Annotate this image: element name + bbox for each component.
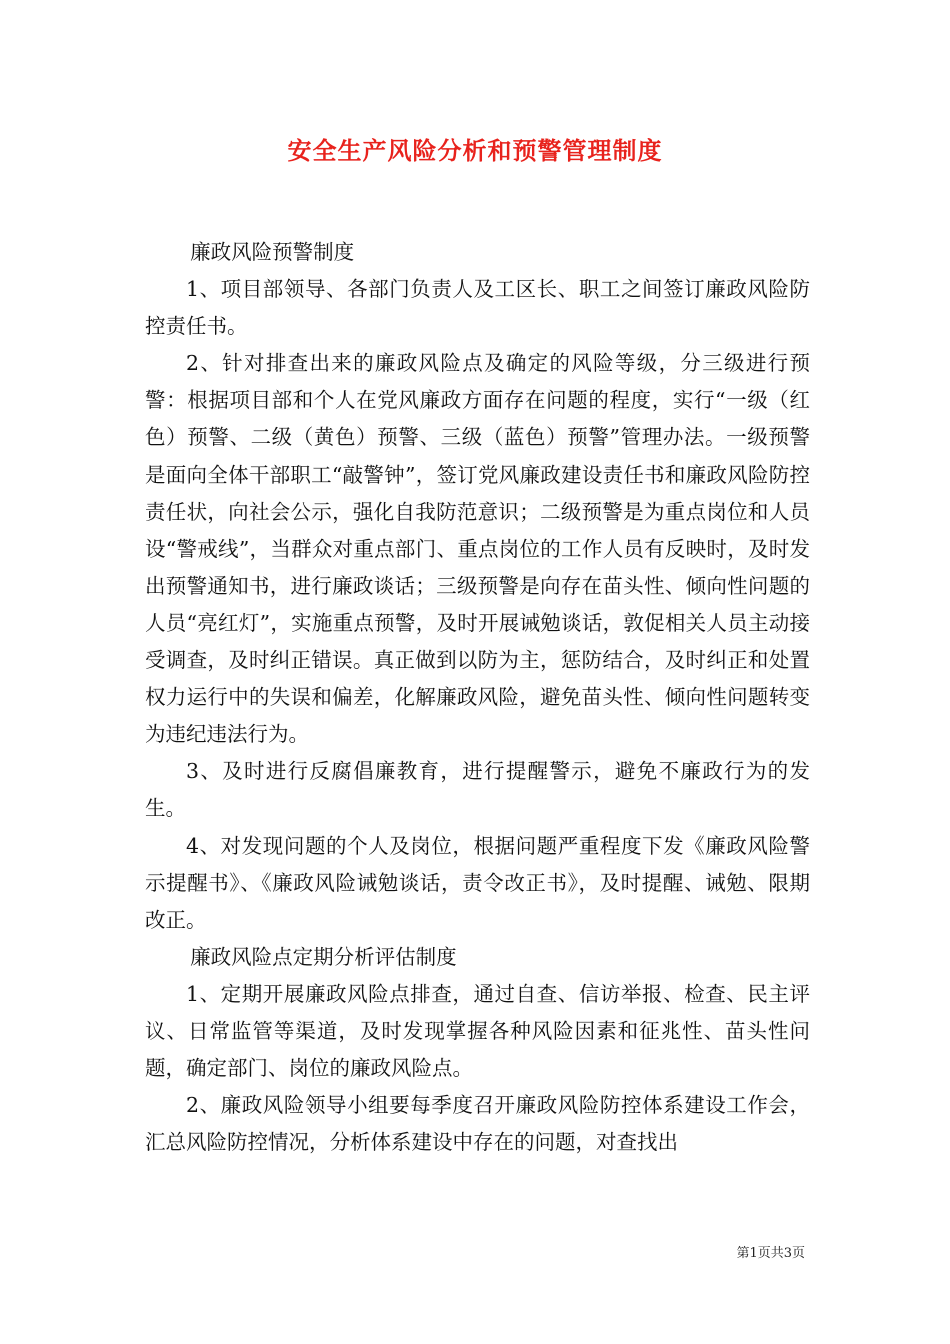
paragraph-6: 2、廉政风险领导小组要每季度召开廉政风险防控体系建设工作会，汇总风险防控情况，分析体系建设中存在的问题，对查找出 xyxy=(145,1093,810,1155)
paragraph-1: 1、项目部领导、各部门负责人及工区长、职工之间签订廉政风险防控责任书。 xyxy=(145,277,810,339)
section-heading-evaluation-system: 廉政风险点定期分析评估制度 xyxy=(190,944,457,969)
paragraph-5: 1、定期开展廉政风险点排查，通过自查、信访举报、检查、民主评议、日常监管等渠道，及时发现掌握各种风险因素和征兆性、苗头性问题，确定部门、岗位的廉政风险点。 xyxy=(145,981,810,1081)
document-title: 安全生产风险分析和预警管理制度 xyxy=(287,136,663,165)
paragraph-3: 3、及时进行反腐倡廉教育，进行提醒警示，避免不廉政行为的发生。 xyxy=(145,759,810,821)
paragraph-4: 4、对发现问题的个人及岗位，根据问题严重程度下发《廉政风险警示提醒书》、《廉政风险诫勉谈话，责令改正书》，及时提醒、诫勉、限期改正。 xyxy=(145,833,810,932)
document-body xyxy=(145,234,810,1161)
page-number: 第1页共3页 xyxy=(736,1246,805,1261)
paragraph-2: 2、针对排查出来的廉政风险点及确定的风险等级，分三级进行预警：根据项目部和个人在党风廉政方面存在问题的程度，实行“一级（红色）预警、二级（黄色）预警、三级（蓝色）预警”管理办法。一级预警是面向全体干部职工“敲警钟”，签订党风廉政建设责任书和廉政风险防控责任状，向社会公示，强化自我防范意识；二级预警是为重点岗位和人员设“警戒线”，当群众对重点部门、重点岗位的工作人员有反映时，及时发出预警通知书，进行廉政谈话；三级预警是向存在苗头性、倾向性问题的人员“亮红灯”，实施重点预警，及时开展诫勉谈话，敦促相关人员主动接受调查，及时纠正错误。真正做到以防为主，惩防结合，及时纠正和处置权力运行中的失误和偏差，化解廉政风险，避免苗头性、倾向性问题转变为违纪违法行为。 xyxy=(145,351,810,747)
section-heading-warning-system: 廉政风险预警制度 xyxy=(190,240,355,264)
